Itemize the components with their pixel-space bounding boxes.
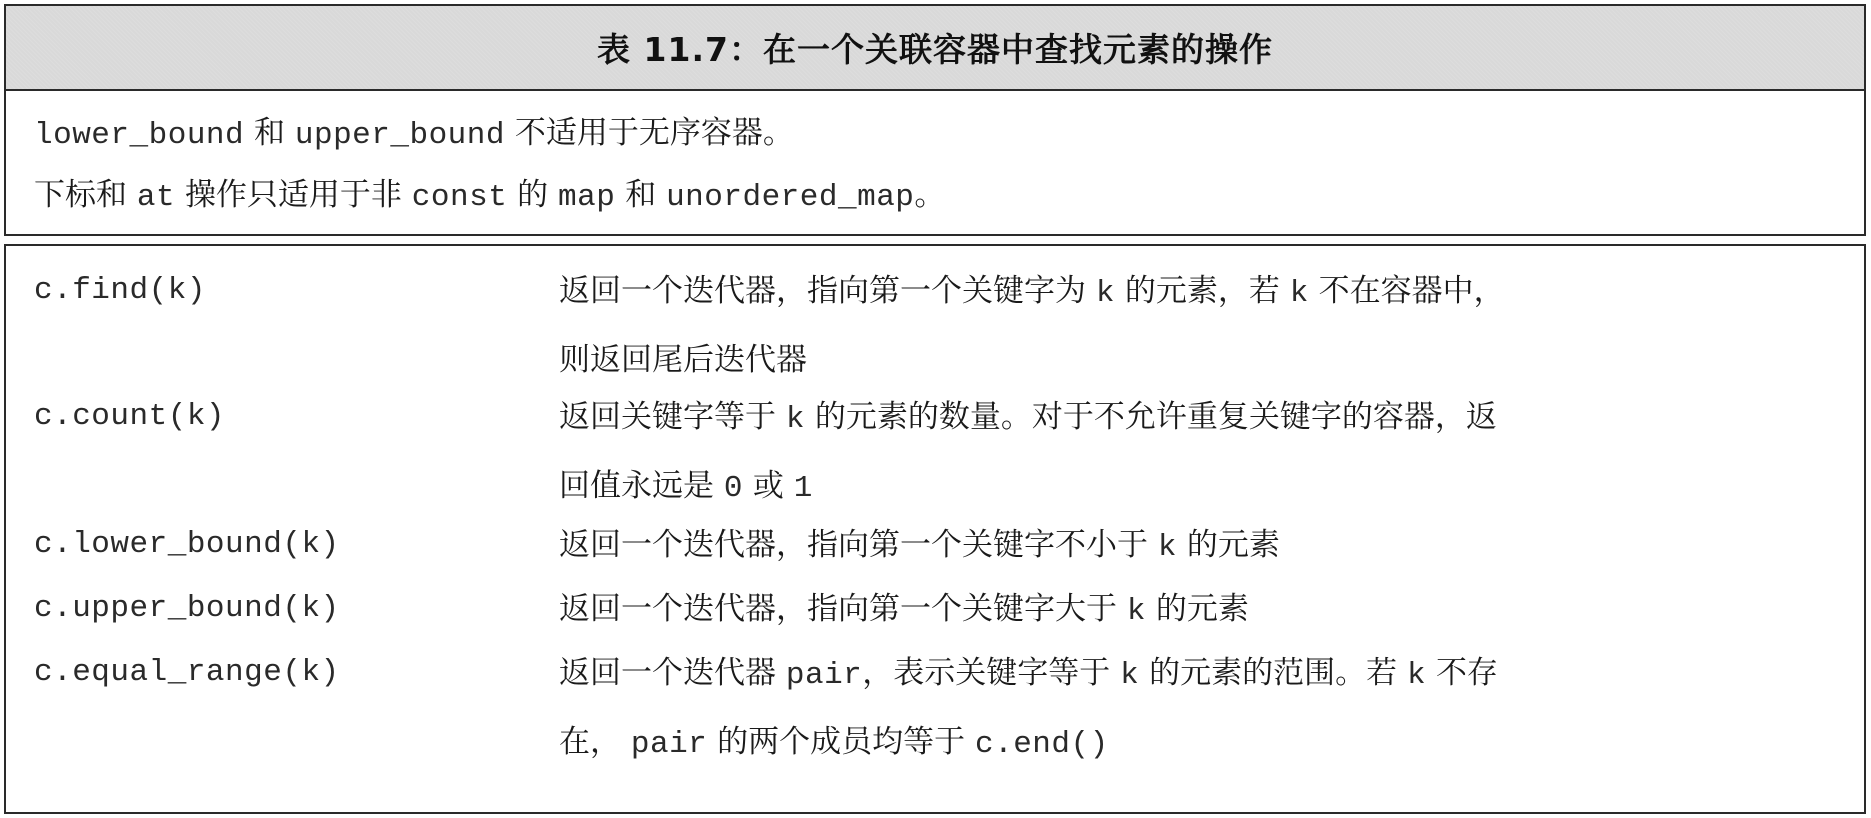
operation-code: c.equal_range(k) [34,655,340,690]
description-code: k [1095,276,1115,311]
description-code: pair [630,727,708,762]
note-text: 和 [254,115,285,151]
operation-description [559,384,1849,522]
description-text: 或 [752,468,784,504]
note-text: 操作只适用于非 [184,177,402,213]
description-code: 1 [793,471,813,506]
description-text: 的元素 [1186,527,1280,563]
description-text: 返回一个迭代器，指向第一个关键字为 [559,273,1086,309]
description-line [559,258,1849,327]
description-code: c.end() [975,727,1109,762]
note-text: 和 [625,177,657,213]
description-text: 的元素 [1155,591,1249,627]
description-line [559,576,1849,645]
note-code: const [411,180,508,215]
description-code: 0 [723,471,743,506]
note-text: 的 [517,177,549,213]
operation-code: c.lower_bound(k) [34,527,340,562]
note-code: upper_bound [294,118,505,153]
note-code: at [136,180,176,215]
description-code: pair [785,658,863,693]
description-code: k [1289,276,1309,311]
description-text: 返回一个迭代器，指向第一个关键字大于 [559,591,1117,627]
description-text: 不存 [1435,655,1498,691]
description-line [559,512,1849,581]
description-text: 不在容器中， [1318,273,1505,309]
description-text: 的元素，若 [1124,273,1280,309]
table-notes [4,89,1866,236]
note-text: 。 [914,177,946,213]
description-text: 返回一个迭代器 [559,655,776,691]
description-line [559,384,1849,453]
operation-code: c.upper_bound(k) [34,591,340,626]
note-line [34,107,794,153]
operation-description [559,576,1849,645]
operation-code: c.find(k) [34,273,206,308]
note-text: 不适用于无序容器。 [514,115,794,151]
table-title-bar [4,4,1866,91]
description-code: k [1126,594,1146,629]
description-code: k [1120,658,1140,693]
operation-description [559,640,1849,778]
description-text: 返回关键字等于 [559,399,776,435]
description-text: 在， [559,724,621,760]
description-text: 的元素的数量。对于不允许重复关键字的容器，返 [814,399,1497,435]
description-line [559,640,1849,709]
table-title: 表 11.7：在一个关联容器中查找元素的操作 [597,30,1273,69]
note-text: 下标和 [34,177,127,213]
operation-code: c.count(k) [34,399,226,434]
description-line [559,709,1849,778]
note-code: unordered_map [666,180,915,215]
note-code: lower_bound [34,118,245,153]
description-text: 的两个成员均等于 [717,724,966,760]
operation-description [559,258,1849,393]
description-text: 的元素的范围。若 [1149,655,1398,691]
description-code: k [1406,658,1427,693]
description-code: k [785,402,805,437]
note-line [34,169,945,215]
operation-description [559,512,1849,581]
description-text: 回值永远是 [559,468,714,504]
note-code: map [558,180,616,215]
operations-table [4,244,1866,814]
description-text: 返回一个迭代器，指向第一个关键字不小于 [559,527,1148,563]
description-text: ，表示关键字等于 [862,655,1111,691]
description-code: k [1157,530,1177,565]
description-text: 则返回尾后迭代器 [559,342,807,378]
